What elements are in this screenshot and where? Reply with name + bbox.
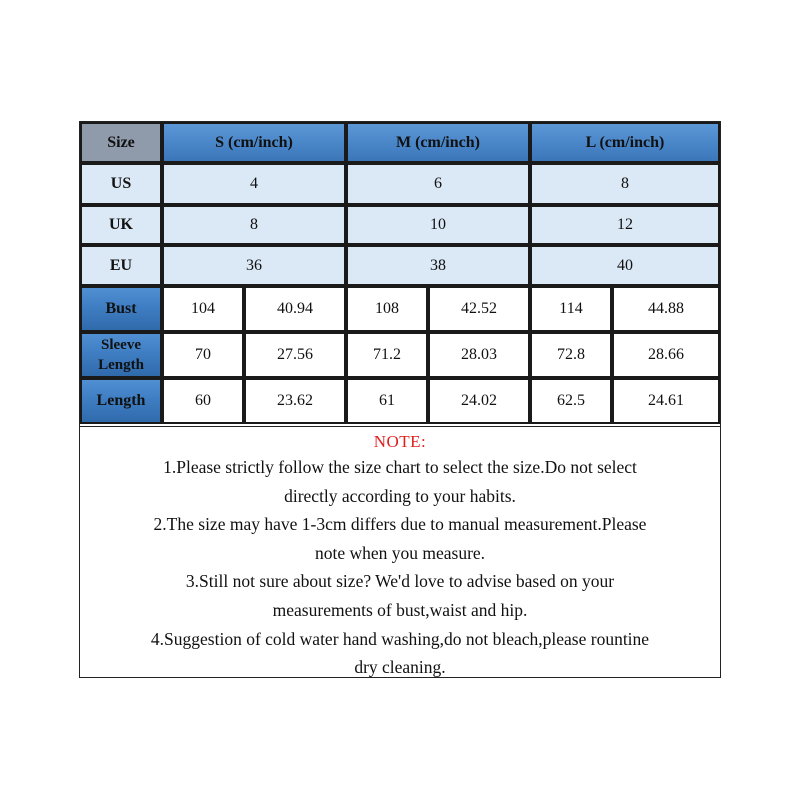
header-size-s: S (cm/inch): [162, 122, 346, 163]
length-s-cm: 60: [162, 378, 244, 424]
bust-m-cm: 108: [346, 286, 428, 332]
note-line-2: directly according to your habits.: [284, 485, 516, 506]
us-value-s: 4: [162, 163, 346, 205]
note-line-6: measurements of bust,waist and hip.: [272, 599, 528, 620]
sleeve-m-inch: 28.03: [428, 332, 530, 378]
note-line-1: 1.Please strictly follow the size chart to select the size.Do not select: [163, 457, 637, 477]
eu-value-l: 40: [530, 245, 720, 286]
note-line-7: 4.Suggestion of cold water hand washing,do not bleach,please rountine: [150, 628, 650, 649]
sleeve-m-cm: 71.2: [346, 332, 428, 378]
eu-value-m: 38: [346, 245, 530, 286]
length-m-cm: 61: [346, 378, 428, 424]
size-chart: [79, 121, 721, 678]
note-section: [80, 426, 720, 677]
bust-s-cm: 104: [162, 286, 244, 332]
eu-value-s: 36: [162, 245, 346, 286]
length-s-inch: 23.62: [244, 378, 346, 424]
length-l-cm: 62.5: [530, 378, 612, 424]
note-line-3: 2.The size may have 1-3cm differs due to manual measurement.Please: [153, 514, 647, 535]
sleeve-label-line-1: Sleeve: [101, 337, 141, 353]
size-header-cell: Size: [80, 122, 162, 163]
note-line-8: dry cleaning.: [354, 657, 446, 678]
sleeve-s-inch: 27.56: [244, 332, 346, 378]
row-label-uk: UK: [80, 205, 162, 245]
sleeve-s-cm: 70: [162, 332, 244, 378]
note-line-5: 3.Still not sure about size? We'd love to advise based on your: [185, 571, 615, 592]
header-size-l: L (cm/inch): [530, 122, 720, 163]
row-label-eu: EU: [80, 245, 162, 286]
bust-l-cm: 114: [530, 286, 612, 332]
bust-m-inch: 42.52: [428, 286, 530, 332]
header-size-m: M (cm/inch): [346, 122, 530, 163]
uk-value-s: 8: [162, 205, 346, 245]
us-value-l: 8: [530, 163, 720, 205]
sleeve-l-inch: 28.66: [612, 332, 720, 378]
row-label-sleeve-length: [80, 332, 162, 378]
bust-l-inch: 44.88: [612, 286, 720, 332]
note-line-4: note when you measure.: [314, 542, 486, 563]
uk-value-m: 10: [346, 205, 530, 245]
sleeve-l-cm: 72.8: [530, 332, 612, 378]
uk-value-l: 12: [530, 205, 720, 245]
row-label-us: US: [80, 163, 162, 205]
length-l-inch: 24.61: [612, 378, 720, 424]
length-m-inch: 24.02: [428, 378, 530, 424]
note-title: NOTE:: [373, 432, 427, 451]
row-label-bust: Bust: [80, 286, 162, 332]
sleeve-label-line-2: Length: [98, 357, 144, 373]
row-label-length: Length: [80, 378, 162, 424]
bust-s-inch: 40.94: [244, 286, 346, 332]
us-value-m: 6: [346, 163, 530, 205]
